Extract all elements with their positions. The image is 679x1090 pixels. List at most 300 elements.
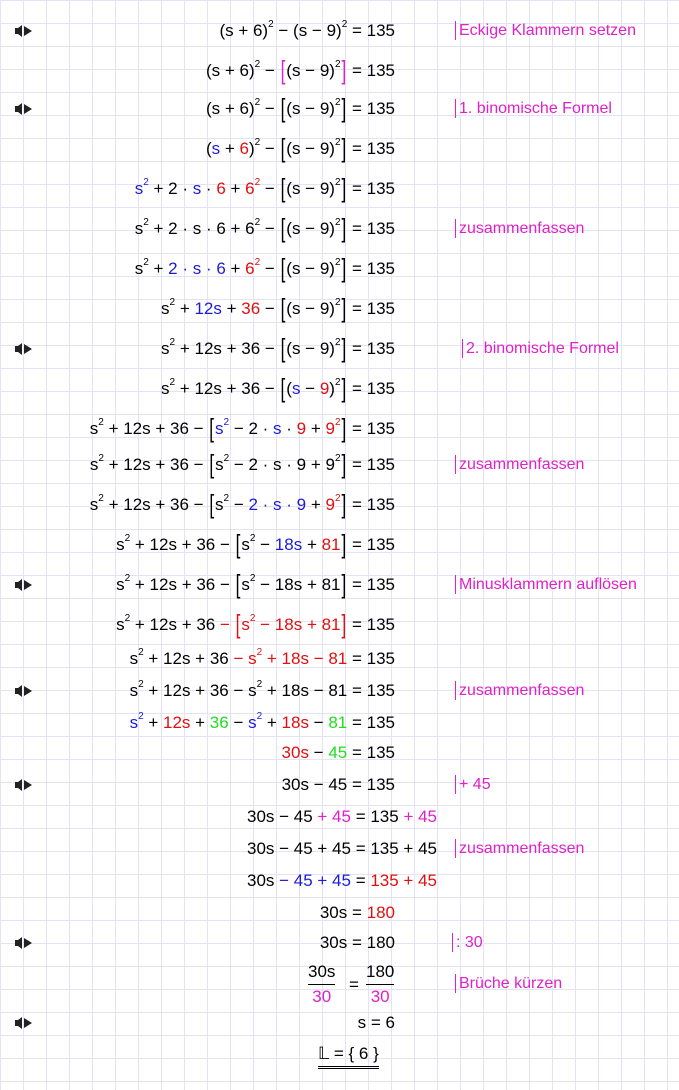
term: s — [161, 379, 170, 398]
term: s — [241, 535, 250, 554]
equation — [247, 834, 437, 864]
term: s — [134, 179, 144, 198]
equation-row — [0, 834, 679, 864]
exponent-text: 2 — [169, 337, 176, 348]
term: + — [175, 299, 195, 318]
term: (s + 6) — [219, 21, 269, 40]
square-bracket: ] — [341, 293, 347, 323]
exponent-text: 2 — [334, 297, 341, 308]
term: − — [260, 259, 280, 278]
term: = 135 — [347, 649, 395, 668]
square-bracket: ] — [341, 173, 347, 203]
exponent-text: 2 — [334, 493, 341, 504]
term: + 12s + 36 − — [175, 379, 280, 398]
term: 12s — [163, 713, 191, 732]
annotation-note: Minusklammern auflösen — [455, 575, 637, 594]
exponent-text: 2 — [254, 97, 261, 108]
exponent-text: 2 — [334, 377, 341, 388]
fraction-bar — [308, 984, 335, 985]
exponent-text: 2 — [143, 217, 149, 228]
exponent-text: 2 — [256, 679, 263, 690]
fraction-row — [0, 962, 679, 1012]
term: 9 — [319, 379, 330, 398]
exponent-text: 2 — [223, 493, 230, 504]
exponent-text: 2 — [124, 573, 131, 584]
term: = 135 — [347, 299, 395, 318]
term: − — [260, 61, 280, 80]
equation — [358, 1008, 395, 1038]
annotation-note: Eckige Klammern setzen — [455, 21, 636, 40]
equation-row — [0, 174, 679, 204]
square-bracket: [ — [280, 293, 286, 323]
term: 18s — [274, 535, 303, 554]
equation-row — [0, 374, 679, 404]
fraction-left-numerator: 30s — [308, 962, 336, 981]
term: 30s — [281, 743, 309, 762]
square-bracket: ] — [341, 133, 347, 163]
term: − 45 + 45 — [279, 871, 351, 890]
term: = — [350, 871, 371, 890]
term: = 135 — [347, 61, 395, 80]
exponent-text: 2 — [334, 97, 341, 108]
equation-row — [0, 928, 679, 958]
equation-row — [0, 94, 679, 124]
equation — [135, 214, 395, 244]
square-bracket: ] — [341, 333, 347, 363]
term: 2 · s · 9 — [248, 495, 307, 514]
equation — [206, 134, 395, 164]
solution-set-value: = { 6 } — [333, 1044, 379, 1063]
term: + 12s + 36 − — [175, 339, 280, 358]
term: + 12s + 36 − — [103, 455, 209, 474]
term: 45 — [328, 743, 348, 762]
term: 6 — [239, 139, 249, 158]
term: 30s — [246, 871, 280, 890]
exponent-text: 2 — [98, 417, 104, 428]
equation — [282, 738, 395, 768]
term: (s − 9) — [286, 139, 335, 158]
speaker-arrow-icon[interactable] — [13, 577, 35, 593]
term: + 12s + 36 — [143, 649, 234, 668]
equation — [206, 56, 395, 86]
term: 6 — [245, 179, 255, 198]
annotation-note: zusammenfassen — [455, 219, 584, 238]
annotation-note: 1. binomische Formel — [455, 99, 612, 118]
term: − — [308, 713, 329, 732]
term: 30s − 45 — [246, 807, 318, 826]
equation-row — [0, 254, 679, 284]
exponent-text: 2 — [254, 217, 261, 228]
square-bracket: ] — [341, 373, 347, 403]
equation-row — [0, 134, 679, 164]
term: = 135 — [347, 259, 395, 278]
term: (s − 9) — [286, 339, 335, 358]
exponent-text: 2 — [334, 417, 341, 428]
equation-row — [0, 414, 679, 444]
exponent — [335, 219, 341, 239]
term: + 12s + 36 − — [130, 535, 235, 554]
term: − 2 · — [229, 419, 274, 438]
equation-row — [0, 1008, 679, 1038]
speaker-arrow-icon[interactable] — [13, 1015, 35, 1031]
square-bracket: ] — [341, 529, 347, 559]
term: s — [89, 419, 99, 438]
term: ) — [329, 379, 335, 398]
fraction-right-numerator: 180 — [366, 962, 395, 981]
equation — [116, 610, 395, 640]
exponent — [335, 495, 341, 515]
speaker-arrow-icon[interactable] — [13, 777, 35, 793]
square-bracket: ] — [341, 609, 347, 639]
annotation-note: 2. binomische Formel — [462, 339, 619, 358]
term: + 12s + 36 − — [103, 495, 209, 514]
term: s — [116, 615, 125, 634]
term: = 135 — [347, 179, 395, 198]
exponent-text: 2 — [143, 257, 149, 268]
term: 9 — [296, 419, 307, 438]
term: + — [143, 713, 163, 732]
term: s — [89, 455, 99, 474]
exponent-text: 2 — [223, 417, 230, 428]
square-bracket: [ — [280, 173, 286, 203]
term: 30s = 180 — [319, 933, 395, 952]
equation — [135, 174, 395, 204]
fraction-left-denominator: 30 — [312, 987, 332, 1006]
square-bracket: ] — [341, 449, 347, 479]
equation — [161, 374, 395, 404]
exponent-text: 2 — [254, 59, 261, 70]
speaker-arrow-icon[interactable] — [13, 341, 35, 357]
term: + 45 — [403, 807, 437, 826]
term: s — [215, 495, 224, 514]
term: + — [190, 713, 210, 732]
exponent-text: 2 — [334, 177, 341, 188]
equation — [219, 16, 395, 46]
term: 81 — [321, 535, 341, 554]
equation — [247, 802, 437, 832]
exponent — [335, 455, 341, 475]
term: = 135 — [347, 379, 395, 398]
term: − 18s + 81 — [255, 575, 341, 594]
exponent-text: 2 — [334, 257, 341, 268]
term: 9 — [325, 495, 335, 514]
term: (s − 9) — [286, 61, 335, 80]
equation-row — [0, 770, 679, 800]
term: − — [228, 713, 249, 732]
term: 30s = — [319, 903, 367, 922]
exponent — [335, 139, 341, 159]
exponent — [335, 299, 341, 319]
equation-row — [0, 490, 679, 520]
term: 30s − 45 + 45 = 135 + 45 — [247, 839, 437, 858]
term: s — [241, 615, 250, 634]
exponent-text: 2 — [223, 453, 230, 464]
term: · — [281, 419, 297, 438]
square-bracket: ] — [341, 569, 347, 599]
term: s — [211, 139, 221, 158]
term: = 135 — [347, 419, 395, 438]
term: + 12s + 36 — [130, 615, 220, 634]
term: s — [116, 535, 125, 554]
speaker-arrow-icon[interactable] — [13, 101, 35, 117]
exponent-text: 2 — [254, 177, 261, 188]
term: 2 · s · 6 — [168, 259, 226, 278]
solution-set-symbol: 𝕃 — [318, 1044, 330, 1063]
exponent-text: 2 — [124, 533, 131, 544]
annotation-note: zusammenfassen — [455, 839, 584, 858]
equation-row — [0, 866, 679, 896]
equation — [247, 866, 437, 896]
equation — [135, 254, 395, 284]
exponent — [335, 419, 341, 439]
term: 36 — [209, 713, 229, 732]
term: (s − 9) — [286, 179, 335, 198]
exponent-text: 2 — [169, 377, 176, 388]
exponent-text: 2 — [98, 493, 104, 504]
term: ( — [286, 379, 292, 398]
exponent — [335, 61, 341, 81]
term: + 18s − 81 = 135 — [262, 681, 395, 700]
speaker-arrow-icon[interactable] — [13, 23, 35, 39]
square-bracket: [ — [280, 55, 286, 85]
square-bracket: [ — [209, 449, 215, 479]
exponent-text: 2 — [256, 711, 263, 722]
exponent-text: 2 — [138, 679, 144, 690]
square-bracket: [ — [280, 93, 286, 123]
term: = 135 — [347, 99, 395, 118]
equation-row — [0, 214, 679, 244]
term: = 135 — [347, 455, 395, 474]
term: s — [129, 713, 139, 732]
term: + — [148, 259, 169, 278]
square-bracket: [ — [235, 569, 241, 599]
term: = 135 — [347, 139, 395, 158]
annotation-note: Brüche kürzen — [455, 974, 562, 993]
term: + 18s − 81 — [262, 649, 348, 668]
exponent-text: 2 — [98, 453, 104, 464]
term: + 45 — [317, 807, 351, 826]
equation-row — [0, 334, 679, 364]
exponent — [335, 339, 341, 359]
equation-row — [0, 294, 679, 324]
solution-set — [318, 1043, 379, 1069]
term: + — [225, 179, 246, 198]
annotation-note: zusammenfassen — [455, 455, 584, 474]
exponent — [335, 379, 341, 399]
term: + — [225, 259, 246, 278]
term: − — [255, 535, 275, 554]
speaker-arrow-icon[interactable] — [13, 935, 35, 951]
exponent-text: 2 — [334, 217, 341, 228]
term: + 12s + 36 − s — [143, 681, 257, 700]
square-bracket: [ — [209, 489, 215, 519]
term: (s + 6) — [205, 99, 255, 118]
term: 30s − 45 = 135 — [281, 775, 395, 794]
term: + — [262, 713, 282, 732]
square-bracket: ] — [341, 413, 347, 443]
square-bracket: [ — [280, 253, 286, 283]
term: = 135 — [347, 575, 395, 594]
term: 6 — [216, 179, 226, 198]
equation — [130, 644, 395, 674]
term: (s + 6) — [205, 61, 255, 80]
term: − s — [233, 649, 257, 668]
term: − — [219, 615, 235, 634]
annotation-note: + 45 — [455, 775, 491, 794]
fraction-bar — [366, 984, 394, 985]
exponent-text: 2 — [334, 337, 341, 348]
exponent-text: 2 — [256, 647, 263, 658]
term: − — [260, 139, 280, 158]
term: + 2 · — [148, 179, 193, 198]
term: s — [134, 259, 144, 278]
term: (s − 9) — [286, 99, 335, 118]
term: 12s — [194, 299, 222, 318]
term: + — [221, 299, 242, 318]
term: − (s − 9) — [273, 21, 342, 40]
equation-row — [0, 898, 679, 928]
term: = 135 — [347, 339, 395, 358]
equation — [116, 570, 395, 600]
term: s — [273, 419, 282, 438]
term: = 135 — [347, 743, 395, 762]
exponent-text: 2 — [334, 453, 341, 464]
fraction-relation: = — [349, 975, 359, 994]
exponent-text: 2 — [254, 137, 261, 148]
term: 180 — [366, 903, 395, 922]
equation-row — [0, 56, 679, 86]
square-bracket: [ — [280, 133, 286, 163]
exponent — [335, 179, 341, 199]
exponent-text: 2 — [254, 257, 261, 268]
term: = 135 — [347, 495, 395, 514]
equation-row — [0, 708, 679, 738]
term: + 2 · s · 6 + 6 — [148, 219, 255, 238]
equation — [90, 450, 395, 480]
term: 18s — [281, 713, 309, 732]
term: s — [241, 575, 250, 594]
equation — [90, 490, 395, 520]
equation-row — [0, 16, 679, 46]
term: · — [201, 179, 217, 198]
exponent-text: 2 — [249, 533, 256, 544]
term: − — [300, 379, 320, 398]
equation — [320, 928, 395, 958]
exponent-text: 2 — [341, 19, 348, 30]
equation — [206, 94, 395, 124]
square-bracket: [ — [235, 529, 241, 559]
term: 9 — [325, 419, 335, 438]
term: = 135 — [347, 615, 395, 634]
exponent-text: 2 — [138, 711, 144, 722]
term: s — [129, 649, 139, 668]
term: + — [306, 495, 326, 514]
term: − 2 · s · 9 + 9 — [229, 455, 335, 474]
term: s — [161, 299, 170, 318]
term: 6 — [245, 259, 255, 278]
term: s = 6 — [357, 1013, 395, 1032]
annotation-note: zusammenfassen — [455, 681, 584, 700]
square-bracket: [ — [235, 609, 241, 639]
square-bracket: [ — [209, 413, 215, 443]
exponent-text: 2 — [268, 19, 274, 30]
square-bracket: [ — [280, 373, 286, 403]
term: = 135 — [347, 219, 395, 238]
square-bracket: ] — [341, 489, 347, 519]
equation-row — [0, 610, 679, 640]
exponent-text: 2 — [124, 613, 131, 624]
equation-row — [0, 676, 679, 706]
equation — [161, 294, 395, 324]
equation — [320, 898, 395, 928]
term: + 12s + 36 − — [103, 419, 209, 438]
exponent — [335, 259, 341, 279]
term: 81 — [328, 713, 348, 732]
term: s — [215, 455, 224, 474]
exponent-text: 2 — [249, 613, 256, 624]
term: s — [215, 419, 224, 438]
equation — [116, 530, 395, 560]
term: s — [248, 713, 257, 732]
term: ) — [248, 139, 255, 158]
square-bracket: ] — [341, 93, 347, 123]
square-bracket: [ — [280, 213, 286, 243]
fraction-left — [308, 962, 335, 1007]
equation-row — [0, 530, 679, 560]
equation-row — [0, 644, 679, 674]
term: (s − 9) — [286, 259, 335, 278]
term: s — [291, 379, 301, 398]
term: s — [192, 179, 202, 198]
equation-row — [0, 450, 679, 480]
speaker-arrow-icon[interactable] — [13, 683, 35, 699]
fraction-right — [366, 962, 394, 1007]
term: − — [229, 495, 249, 514]
exponent-text: 2 — [169, 297, 176, 308]
term: − — [260, 179, 280, 198]
exponent-text: 2 — [143, 177, 149, 188]
equation — [282, 770, 395, 800]
fraction-right-denominator: 30 — [370, 987, 390, 1006]
term: + 12s + 36 − — [130, 575, 235, 594]
exponent-text: 2 — [334, 137, 341, 148]
exponent-text: 2 — [334, 59, 341, 70]
square-bracket: ] — [341, 55, 347, 85]
square-bracket: ] — [341, 213, 347, 243]
term: = 135 — [350, 807, 404, 826]
term: 36 — [241, 299, 261, 318]
term: ( — [205, 139, 212, 158]
exponent — [335, 99, 341, 119]
equation — [161, 334, 395, 364]
term: − — [260, 299, 280, 318]
term: − — [260, 99, 280, 118]
term: (s − 9) — [286, 299, 335, 318]
term: + — [306, 419, 326, 438]
term: − 18s + 81 — [255, 615, 341, 634]
equation-row — [0, 570, 679, 600]
term: = 135 — [347, 535, 395, 554]
term: (s − 9) — [286, 219, 335, 238]
annotation-note: : 30 — [452, 933, 483, 952]
exponent-text: 2 — [138, 647, 144, 658]
square-bracket: [ — [280, 333, 286, 363]
term: = 135 — [347, 21, 395, 40]
equation — [130, 708, 395, 738]
square-bracket: ] — [341, 253, 347, 283]
term: s — [129, 681, 139, 700]
term: s — [161, 339, 170, 358]
